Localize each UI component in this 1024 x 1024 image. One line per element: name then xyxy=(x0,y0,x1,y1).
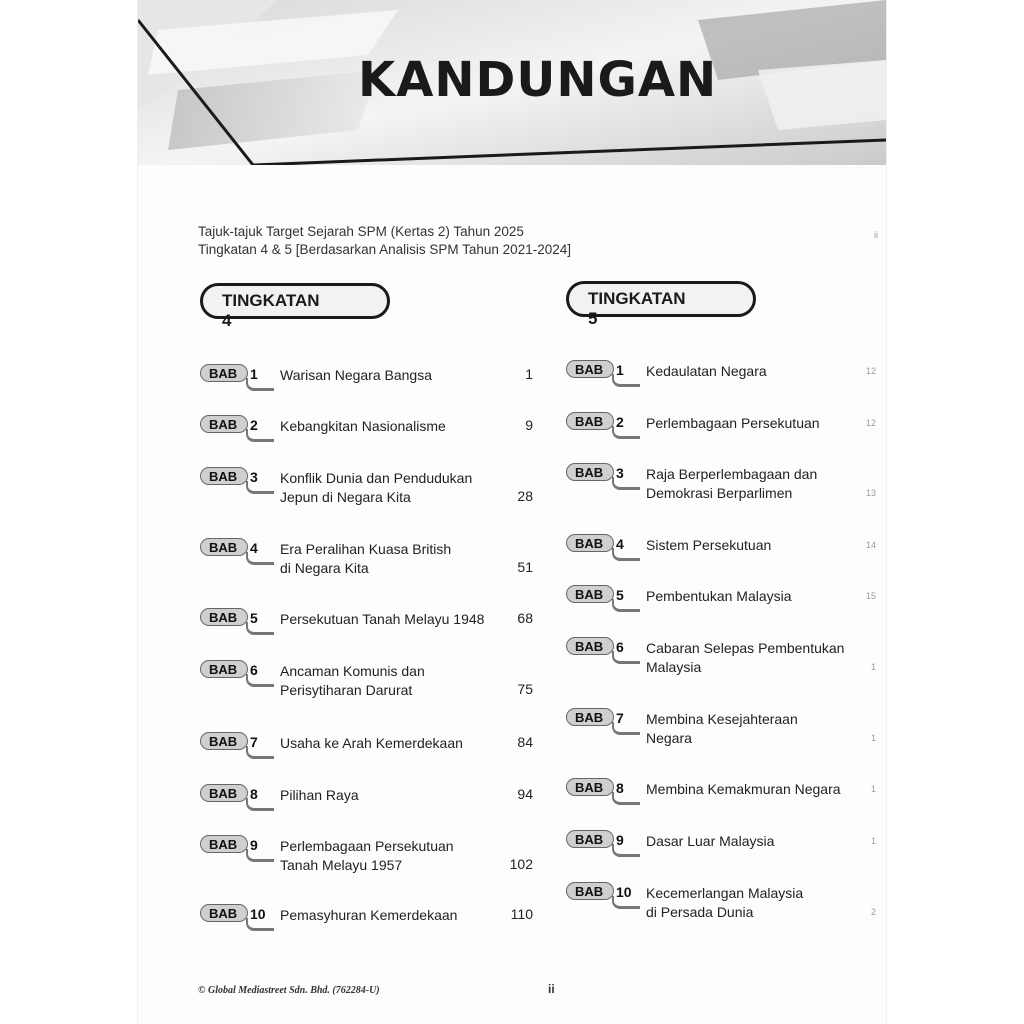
chapter-page-number: 1 xyxy=(870,733,876,743)
chapter-page-number: 68 xyxy=(517,610,533,626)
page-title: KANDUNGAN xyxy=(358,52,718,108)
chapter-title xyxy=(280,786,359,805)
bab-badge xyxy=(566,880,638,910)
page-number: ii xyxy=(548,982,555,996)
bab-label: BAB xyxy=(209,906,238,921)
bab-number: 5 xyxy=(250,610,258,626)
bab-number: 10 xyxy=(616,884,632,900)
bab-badge xyxy=(200,606,272,636)
chapter-title xyxy=(280,469,472,507)
bab-pill xyxy=(200,608,248,626)
bab-badge xyxy=(566,776,638,806)
chapter-title xyxy=(280,837,454,875)
bab-badge xyxy=(566,706,638,736)
bab-pill xyxy=(200,904,248,922)
chapter-title-line: Konflik Dunia dan Pendudukan xyxy=(280,470,473,486)
bab-badge xyxy=(200,658,272,688)
chapter-title-line: Cabaran Selepas Pembentukan xyxy=(646,640,845,656)
bab-label: BAB xyxy=(575,710,604,725)
bab-number: 2 xyxy=(616,414,624,430)
chapter-title-line: Sistem Persekutuan xyxy=(646,537,772,553)
chapter-title-line: Tanah Melayu 1957 xyxy=(280,857,403,873)
chapter-page-number: 1 xyxy=(870,784,876,794)
bab-number: 7 xyxy=(616,710,624,726)
chapter-title xyxy=(646,414,820,433)
bab-badge xyxy=(566,532,638,562)
bab-pill xyxy=(566,585,614,603)
bab-badge xyxy=(566,828,638,858)
bab-badge xyxy=(566,635,638,665)
bab-label: BAB xyxy=(575,639,604,654)
bab-number: 2 xyxy=(250,417,258,433)
bab-pill xyxy=(566,708,614,726)
section-heading: TINGKATAN 4 xyxy=(222,291,320,330)
bab-pill xyxy=(566,882,614,900)
chapter-page-number: 14 xyxy=(865,540,876,550)
bab-pill xyxy=(200,415,248,433)
chapter-title-line: Persekutuan Tanah Melayu 1948 xyxy=(280,611,485,627)
chapter-title xyxy=(646,465,817,503)
intro-line-1: Tajuk-tajuk Target Sejarah SPM (Kertas 2) Tahun 2025 xyxy=(198,224,524,239)
bab-badge xyxy=(200,536,272,566)
chapter-title xyxy=(280,417,446,436)
chapter-page-number: 2 xyxy=(870,907,876,917)
bab-badge xyxy=(200,902,272,932)
bab-label: BAB xyxy=(575,780,604,795)
bab-pill xyxy=(200,835,248,853)
chapter-page-number: 75 xyxy=(517,681,533,697)
intro-line-2: Tingkatan 4 & 5 [Berdasarkan Analisis SPM Tahun 2021-2024] xyxy=(198,242,571,257)
bab-label: BAB xyxy=(209,366,238,381)
chapter-title-line: Demokrasi Berparlimen xyxy=(646,485,793,501)
chapter-title-line: Kecemerlangan Malaysia xyxy=(646,885,804,901)
chapter-page-number: 84 xyxy=(517,734,533,750)
chapter-title-line: Pemasyhuran Kemerdekaan xyxy=(280,907,458,923)
chapter-title-line: Perlembagaan Persekutuan xyxy=(646,415,820,431)
chapter-page-number: 15 xyxy=(865,591,876,601)
bab-badge xyxy=(566,410,638,440)
bab-badge xyxy=(200,833,272,863)
chapter-page-number: 1 xyxy=(870,836,876,846)
copyright-footer: © Global Mediastreet Sdn. Bhd. (762284-U) xyxy=(198,985,380,996)
bab-label: BAB xyxy=(209,786,238,801)
bab-label: BAB xyxy=(575,884,604,899)
chapter-title-line: Malaysia xyxy=(646,659,702,675)
chapter-page-number: 1 xyxy=(870,662,876,672)
chapter-title xyxy=(646,536,771,555)
chapter-title xyxy=(646,884,803,922)
bab-pill xyxy=(566,778,614,796)
chapter-title-line: Usaha ke Arah Kemerdekaan xyxy=(280,735,463,751)
bab-label: BAB xyxy=(575,536,604,551)
chapter-title-line: Membina Kemakmuran Negara xyxy=(646,781,841,797)
chapter-page-number: 51 xyxy=(517,559,533,575)
chapter-title xyxy=(646,362,767,381)
bab-number: 1 xyxy=(616,362,624,378)
chapter-title-line: Era Peralihan Kuasa British xyxy=(280,541,452,557)
bab-label: BAB xyxy=(209,734,238,749)
chapter-title-line: Membina Kesejahteraan xyxy=(646,711,798,727)
bab-pill xyxy=(200,732,248,750)
chapter-title-line: Raja Berperlembagaan dan xyxy=(646,466,818,482)
intro-text xyxy=(198,223,571,259)
bab-number: 6 xyxy=(250,662,258,678)
bab-number: 8 xyxy=(250,786,258,802)
chapter-title xyxy=(646,710,798,748)
bab-number: 5 xyxy=(616,587,624,603)
bab-number: 9 xyxy=(250,837,258,853)
chapter-title-line: Kedaulatan Negara xyxy=(646,363,767,379)
bab-pill xyxy=(566,830,614,848)
chapter-title xyxy=(646,832,774,851)
section-heading: TINGKATAN 5 xyxy=(588,289,686,328)
bab-label: BAB xyxy=(209,837,238,852)
bab-number: 10 xyxy=(250,906,266,922)
chapter-title xyxy=(280,540,451,578)
bab-badge xyxy=(200,362,272,392)
chapter-page-number: 12 xyxy=(865,366,876,376)
chapter-page-number: 9 xyxy=(525,417,533,433)
chapter-page-number: 102 xyxy=(509,856,533,872)
chapter-title-line: Kebangkitan Nasionalisme xyxy=(280,418,446,434)
bab-number: 4 xyxy=(250,540,258,556)
bab-badge xyxy=(200,465,272,495)
bab-label: BAB xyxy=(209,610,238,625)
bab-badge xyxy=(566,461,638,491)
chapter-page-number: 110 xyxy=(510,906,533,922)
bab-number: 8 xyxy=(616,780,624,796)
bab-pill xyxy=(566,534,614,552)
bab-number: 1 xyxy=(250,366,258,382)
bab-pill xyxy=(200,467,248,485)
chapter-title xyxy=(280,366,432,385)
chapter-page-number: 13 xyxy=(865,488,876,498)
chapter-title-line: Pilihan Raya xyxy=(280,787,359,803)
chapter-title-line: Perlembagaan Persekutuan xyxy=(280,838,454,854)
bab-pill xyxy=(566,637,614,655)
chapter-title xyxy=(280,610,484,629)
chapter-title-line: Ancaman Komunis dan xyxy=(280,663,425,679)
bab-pill xyxy=(200,784,248,802)
chapter-title-line: Warisan Negara Bangsa xyxy=(280,367,433,383)
chapter-title-line: di Negara Kita xyxy=(280,560,369,576)
bab-badge xyxy=(566,583,638,613)
bab-label: BAB xyxy=(209,417,238,432)
bab-label: BAB xyxy=(209,540,238,555)
chapter-title xyxy=(280,734,463,753)
bab-number: 3 xyxy=(250,469,258,485)
bab-badge xyxy=(200,730,272,760)
bab-label: BAB xyxy=(575,465,604,480)
chapter-title-line: Negara xyxy=(646,730,692,746)
chapter-title-line: di Persada Dunia xyxy=(646,904,754,920)
chapter-title-line: Jepun di Negara Kita xyxy=(280,489,411,505)
chapter-page-number: 12 xyxy=(865,418,876,428)
bab-pill xyxy=(566,463,614,481)
bab-label: BAB xyxy=(575,832,604,847)
bab-label: BAB xyxy=(575,414,604,429)
bab-badge xyxy=(200,413,272,443)
chapter-title xyxy=(646,639,844,677)
document-page xyxy=(138,0,886,1024)
bab-label: BAB xyxy=(209,662,238,677)
bab-pill xyxy=(566,412,614,430)
chapter-title xyxy=(280,662,425,700)
chapter-page-number: 94 xyxy=(517,786,533,802)
bab-number: 7 xyxy=(250,734,258,750)
chapter-page-number: 28 xyxy=(517,488,533,504)
bab-badge xyxy=(200,782,272,812)
bab-number: 3 xyxy=(616,465,624,481)
bab-pill xyxy=(200,660,248,678)
chapter-title-line: Perisytiharan Darurat xyxy=(280,682,413,698)
chapter-page-number: 1 xyxy=(525,366,533,382)
bab-number: 4 xyxy=(616,536,624,552)
chapter-title-line: Dasar Luar Malaysia xyxy=(646,833,775,849)
bab-pill xyxy=(200,364,248,382)
bab-number: 9 xyxy=(616,832,624,848)
bab-label: BAB xyxy=(575,362,604,377)
chapter-title xyxy=(280,906,457,925)
bab-label: BAB xyxy=(575,587,604,602)
bab-pill xyxy=(566,360,614,378)
chapter-title xyxy=(646,780,841,799)
bab-pill xyxy=(200,538,248,556)
bab-number: 6 xyxy=(616,639,624,655)
intro-page-number: ii xyxy=(874,230,878,240)
chapter-title xyxy=(646,587,792,606)
bab-badge xyxy=(566,358,638,388)
chapter-title-line: Pembentukan Malaysia xyxy=(646,588,792,604)
bab-label: BAB xyxy=(209,469,238,484)
